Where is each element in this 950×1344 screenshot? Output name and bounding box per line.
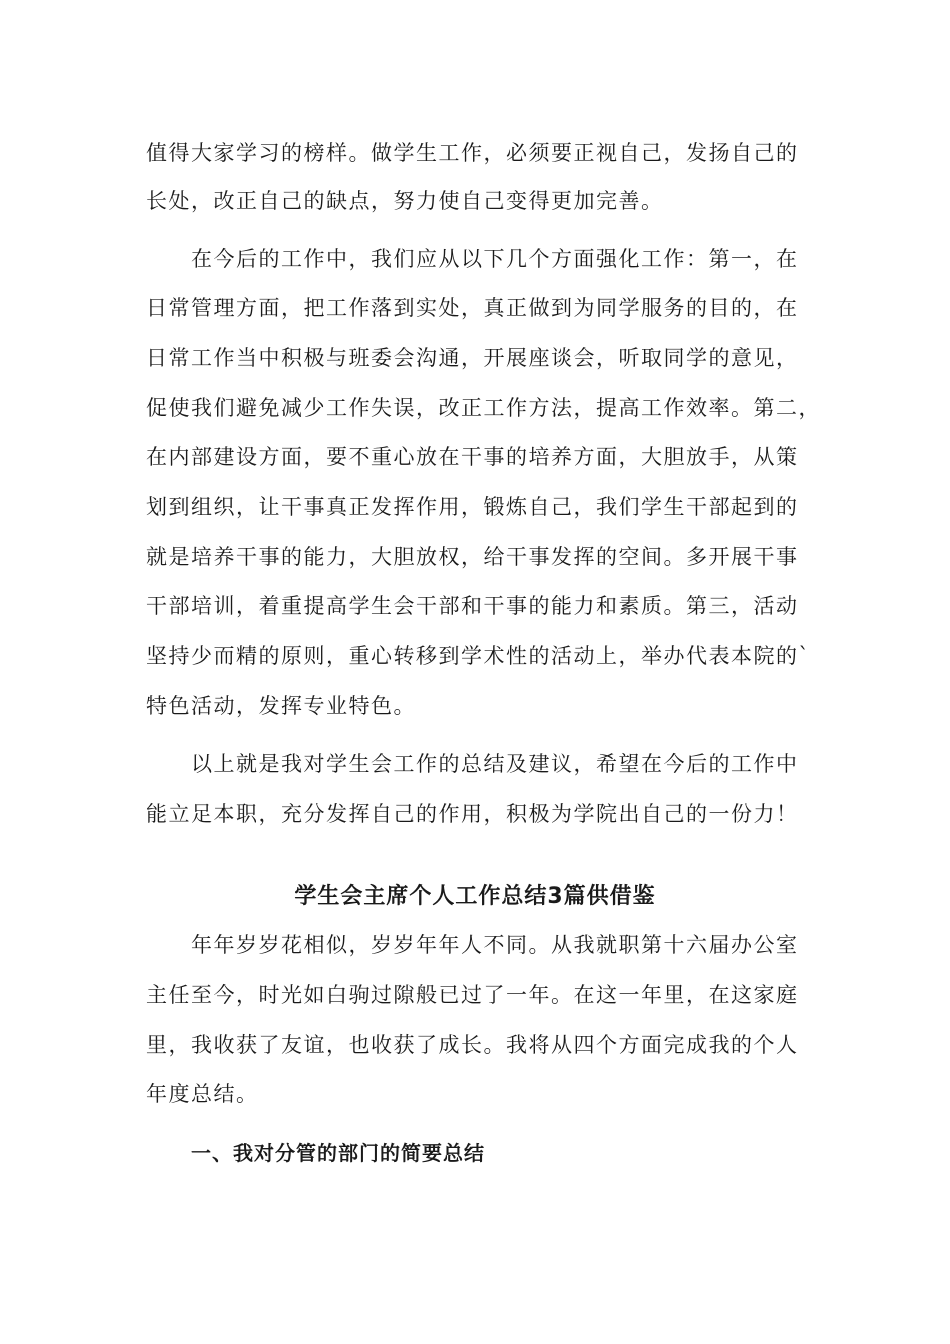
- paragraph-1-line-2: 长处，改正自己的缺点，努力使自己变得更加完善。: [146, 189, 664, 213]
- paragraph-4-line-4: 年度总结。: [146, 1082, 259, 1106]
- paragraph-2-line-2: 日常管理方面，把工作落到实处，真正做到为同学服务的目的，在: [146, 296, 799, 320]
- paragraph-3-line-2: 能立足本职，充分发挥自己的作用，积极为学院出自己的一份力！: [146, 802, 799, 826]
- paragraph-2-line-4: 促使我们避免减少工作失误，改正工作方法，提高工作效率。第二，: [146, 396, 821, 420]
- paragraph-2-line-10: 特色活动，发挥专业特色。: [146, 694, 416, 718]
- paragraph-2-line-3: 日常工作当中积极与班委会沟通，开展座谈会，听取同学的意见，: [146, 346, 799, 370]
- paragraph-2-line-6: 划到组织，让干事真正发挥作用，锻炼自己，我们学生干部起到的: [146, 495, 799, 519]
- paragraph-1-line-1: 值得大家学习的榜样。做学生工作，必须要正视自己，发扬自己的: [146, 141, 799, 165]
- paragraph-4-line-3: 里，我收获了友谊，也收获了成长。我将从四个方面完成我的个人: [146, 1033, 799, 1057]
- paragraph-2-line-7: 就是培养干事的能力，大胆放权，给干事发挥的空间。多开展干事: [146, 545, 799, 569]
- paragraph-4-line-2: 主任至今，时光如白驹过隙般已过了一年。在这一年里，在这家庭: [146, 983, 799, 1007]
- paragraph-2-line-8: 干部培训，着重提高学生会干部和干事的能力和素质。第三，活动: [146, 594, 799, 618]
- subheading-1: 一、我对分管的部门的简要总结: [191, 1141, 485, 1165]
- paragraph-2-line-9: 坚持少而精的原则，重心转移到学术性的活动上，举办代表本院的`: [146, 644, 811, 668]
- section-title: 学生会主席个人工作总结3篇供借鉴: [294, 884, 656, 909]
- paragraph-4-line-1: 年年岁岁花相似，岁岁年年人不同。从我就职第十六届办公室: [191, 933, 799, 957]
- paragraph-2-line-1: 在今后的工作中，我们应从以下几个方面强化工作：第一，在: [191, 247, 799, 271]
- paragraph-3-line-1: 以上就是我对学生会工作的总结及建议，希望在今后的工作中: [191, 752, 799, 776]
- paragraph-2-line-5: 在内部建设方面，要不重心放在干事的培养方面，大胆放手，从策: [146, 445, 799, 469]
